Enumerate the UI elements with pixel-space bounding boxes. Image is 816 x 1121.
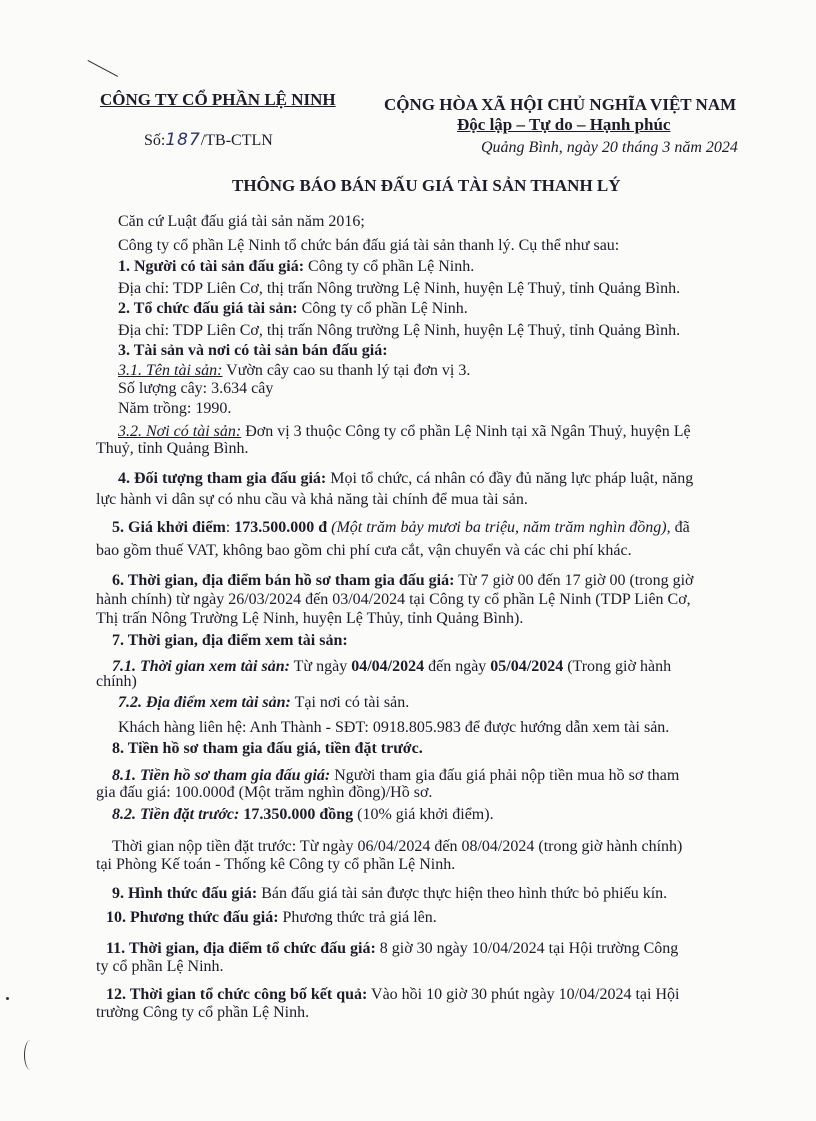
section-7-2-value: Tại nơi có tài sản. (290, 694, 410, 711)
section-7-1-text-c: (Trong giờ hành (563, 658, 672, 675)
section-6-cont-1: hành chính) từ ngày 26/03/2024 đến 03/04/2024 tại Công ty cổ phần Lệ Ninh (TDP Liên Cơ, (96, 591, 691, 608)
section-11-label: 11. Thời gian, địa điểm tổ chức đấu giá: (106, 940, 376, 957)
nation-title: CỘNG HÒA XÃ HỘI CHỦ NGHĨA VIỆT NAM (384, 95, 737, 114)
section-9 (112, 885, 667, 903)
section-8-2-tail: (10% giá khởi điểm). (353, 806, 494, 823)
section-6 (112, 572, 693, 590)
starting-price-words: (Một trăm bảy mươi ba triệu, năm trăm nghìn đồng) (331, 519, 667, 536)
section-3-2-cont: Thuỷ, tỉnh Quảng Bình. (96, 440, 249, 457)
deposit-amount: 17.350.000 đồng (239, 806, 354, 823)
section-4-cont: lực hành vi dân sự có nhu cầu và khả năng tài chính để mua tài sản. (96, 491, 528, 508)
section-7-1-cont: chính) (96, 673, 137, 690)
section-9-value: Bán đấu giá tài sản được thực hiện theo hình thức bỏ phiếu kín. (257, 885, 668, 902)
section-10-value: Phương thức trả giá lên. (278, 909, 437, 926)
section-3-1 (118, 362, 470, 380)
section-7-2 (118, 694, 409, 712)
starting-price: 173.500.000 đ (234, 519, 328, 536)
section-7-label: 7. Thời gian, địa điểm xem tài sản: (112, 632, 348, 649)
section-5-label: 5. Giá khởi điểm (112, 519, 226, 536)
section-6-label: 6. Thời gian, địa điểm bán hồ sơ tham gia đấu giá: (112, 572, 455, 589)
section-5-tail: , đã (666, 519, 690, 536)
section-11-value: 8 giờ 30 ngày 10/04/2024 tại Hội trường Công (375, 940, 679, 957)
section-12-label: 12. Thời gian tổ chức công bố kết quả: (106, 986, 368, 1003)
section-3-2-value: Đơn vị 3 thuộc Công ty cổ phần Lệ Ninh tại xã Ngân Thuỷ, huyện Lệ (241, 423, 691, 440)
section-3-2-label: 3.2. Nơi có tài sản: (118, 423, 242, 440)
section-7-1-label: 7.1. Thời gian xem tài sản: (112, 658, 290, 675)
number-handwritten: 187 (165, 130, 201, 150)
section-12 (106, 986, 679, 1004)
document-number (144, 130, 273, 150)
section-11-cont: ty cổ phần Lệ Ninh. (96, 958, 224, 975)
section-7-2-label: 7.2. Địa điểm xem tài sản: (118, 694, 291, 711)
section-9-label: 9. Hình thức đấu giá: (112, 885, 258, 902)
section-8-2 (112, 806, 494, 824)
number-suffix: /TB-CTLN (200, 132, 273, 149)
scan-dot (6, 997, 9, 1000)
section-1 (118, 258, 474, 276)
section-10 (106, 909, 437, 927)
tree-count: Số lượng cây: 3.634 cây (118, 380, 274, 397)
deposit-time: Thời gian nộp tiền đặt trước: Từ ngày 06/04/2024 đến 08/04/2024 (trong giờ hành chính) (112, 838, 683, 855)
document-title: THÔNG BÁO BÁN ĐẤU GIÁ TÀI SẢN THANH LÝ (232, 176, 621, 195)
contact-line: Khách hàng liên hệ: Anh Thành - SĐT: 0918.805.983 để được hướng dẫn xem tài sản. (118, 719, 670, 736)
section-2-label: 2. Tổ chức đấu giá tài sản: (118, 300, 298, 317)
section-8-1-value: Người tham gia đấu giá phải nộp tiền mua hồ sơ tham (330, 767, 680, 784)
section-10-label: 10. Phương thức đấu giá: (106, 909, 279, 926)
section-3-label: 3. Tài sản và nơi có tài sản bán đấu giá: (118, 342, 388, 359)
section-8-1 (112, 767, 679, 785)
number-prefix: Số: (144, 132, 166, 149)
section-8-2-label: 8.2. Tiền đặt trước: (112, 806, 240, 823)
section-1-address: Địa chỉ: TDP Liên Cơ, thị trấn Nông trường Lệ Ninh, huyện Lệ Thuỷ, tỉnh Quảng Bình. (118, 280, 681, 297)
section-12-value: Vào hồi 10 giờ 30 phút ngày 10/04/2024 tại Hội (367, 986, 680, 1003)
section-3-1-label: 3.1. Tên tài sản: (118, 362, 223, 379)
section-3-2 (118, 423, 691, 441)
section-11 (106, 940, 678, 958)
section-4-label: 4. Đối tượng tham gia đấu giá: (118, 470, 327, 487)
intro-line-2: Công ty cổ phần Lệ Ninh tổ chức bán đấu giá tài sản thanh lý. Cụ thể như sau: (118, 237, 620, 254)
section-8-label: 8. Tiền hồ sơ tham gia đấu giá, tiền đặt trước. (112, 740, 423, 757)
section-12-cont: trường Công ty cổ phần Lệ Ninh. (96, 1004, 310, 1021)
scan-mark (24, 1040, 37, 1070)
viewing-start-date: 04/04/2024 (351, 658, 425, 675)
section-2-value: Công ty cổ phần Lệ Ninh. (297, 300, 468, 317)
section-4-value: Mọi tổ chức, cá nhân có đầy đủ năng lực pháp luật, năng (326, 470, 694, 487)
company-name: CÔNG TY CỔ PHẦN LỆ NINH (100, 90, 336, 109)
section-3-1-value: Vườn cây cao su thanh lý tại đơn vị 3. (222, 362, 471, 379)
section-5 (112, 519, 690, 537)
section-2 (118, 300, 468, 318)
section-5-cont: bao gồm thuế VAT, không bao gồm chi phí cưa cắt, vận chuyển và các chi phí khác. (96, 542, 632, 559)
section-4 (118, 470, 693, 488)
section-6-cont-2: Thị trấn Nông Trường Lệ Ninh, huyện Lệ Thủy, tỉnh Quảng Bình). (96, 610, 524, 627)
section-1-value: Công ty cổ phần Lệ Ninh. (304, 258, 475, 275)
section-7-1 (112, 658, 671, 676)
section-7-1-text-b: đến ngày (424, 658, 491, 675)
section-7-1-text-a: Từ ngày (289, 658, 352, 675)
section-8-1-cont: gia đấu giá: 100.000đ (Một trăm nghìn đồng)/Hồ sơ. (96, 784, 433, 801)
section-1-label: 1. Người có tài sản đấu giá: (118, 258, 305, 275)
intro-line-1: Căn cứ Luật đấu giá tài sản năm 2016; (118, 213, 365, 230)
planting-year: Năm trồng: 1990. (118, 400, 232, 417)
place-date: Quảng Bình, ngày 20 tháng 3 năm 2024 (481, 139, 738, 156)
deposit-time-cont: tại Phòng Kế toán - Thống kê Công ty cổ phần Lệ Ninh. (96, 856, 456, 873)
section-2-address: Địa chỉ: TDP Liên Cơ, thị trấn Nông trường Lệ Ninh, huyện Lệ Thuỷ, tỉnh Quảng Bình. (118, 322, 681, 339)
section-5-colon: : (225, 519, 235, 536)
section-8-1-label: 8.1. Tiền hồ sơ tham gia đấu giá: (112, 767, 331, 784)
viewing-end-date: 05/04/2024 (490, 658, 564, 675)
motto: Độc lập – Tự do – Hạnh phúc (457, 115, 671, 134)
section-6-value: Từ 7 giờ 00 đến 17 giờ 00 (trong giờ (454, 572, 694, 589)
